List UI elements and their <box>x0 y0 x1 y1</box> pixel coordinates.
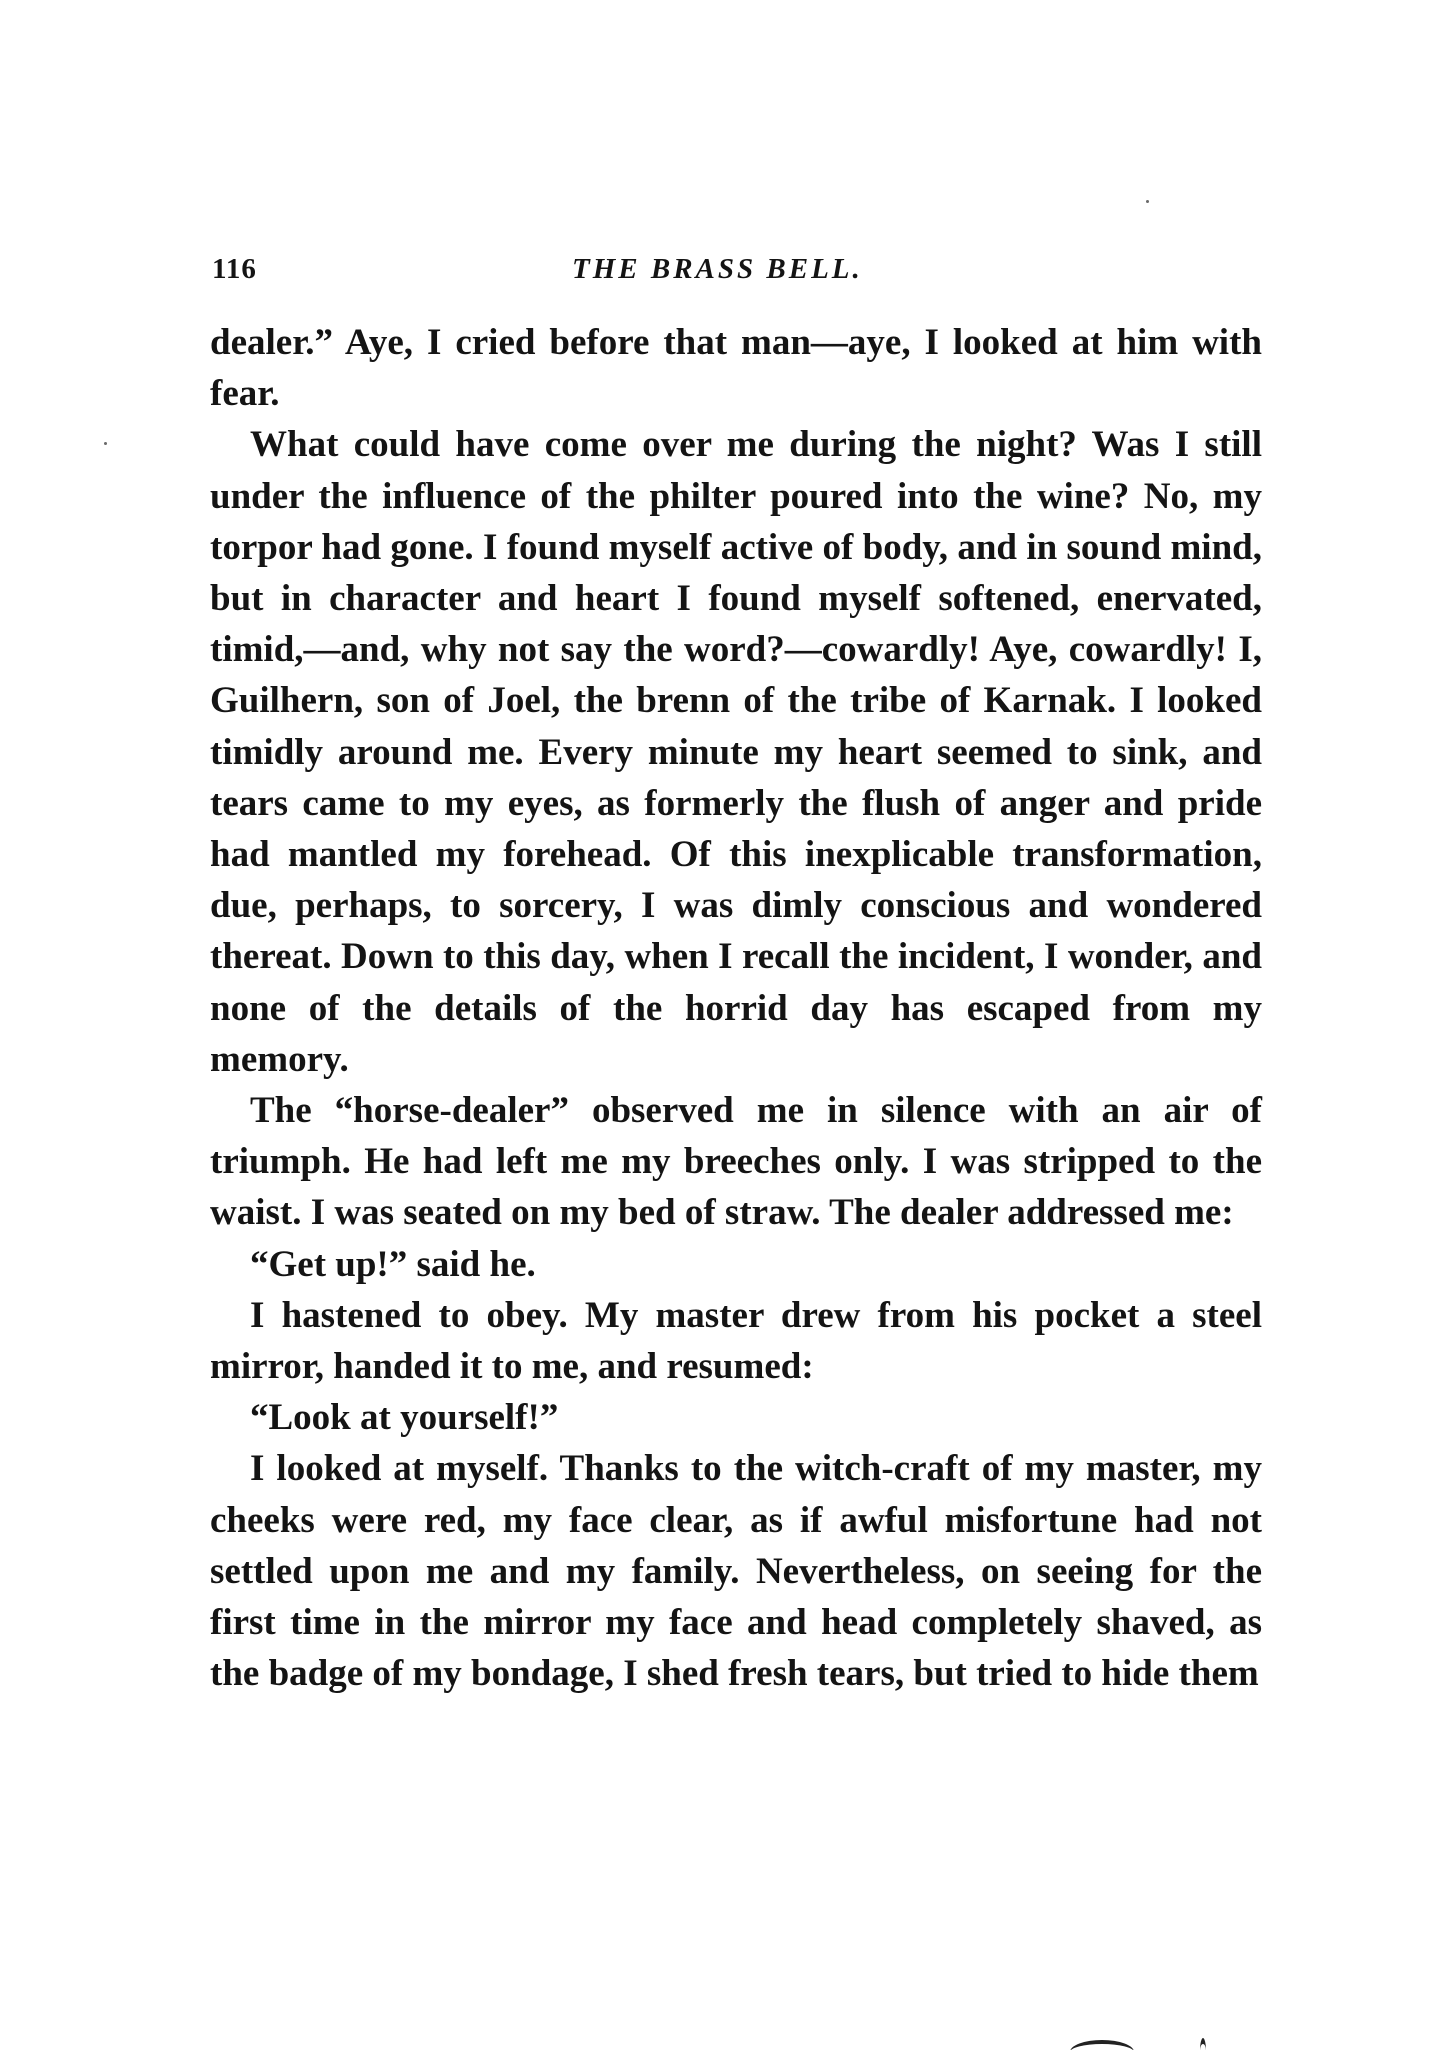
scan-speck <box>1146 200 1149 203</box>
paragraph: “Look at yourself!” <box>250 1397 559 1439</box>
paragraph: I looked at myself. Thanks to the witch-craft of my master, my cheeks were red, my face clear, as if awful misfortune had not settled upon me and my family. Nevertheless, on seeing for the first time in the mirror my face and head completely shaved, as the badge of my bondage, I shed fresh tears, but tried to hide them <box>210 1448 1262 1695</box>
paragraph: dealer.” Aye, I cried before that man—aye, I looked at him with fear. <box>210 322 1262 415</box>
paragraph: I hastened to obey. My master drew from his pocket a steel mirror, handed it to me, and resumed: <box>210 1294 1262 1388</box>
page-number: 116 <box>212 253 257 285</box>
scan-speck <box>104 442 107 445</box>
body-text <box>210 317 1262 1699</box>
running-head <box>212 253 1257 293</box>
cut-off-catchword-fragment <box>1060 2038 1240 2050</box>
paragraph: The “horse-dealer” observed me in silence with an air of triumph. He had left me my breeches only. I was stripped to the waist. I was seated on my bed of straw. The dealer addressed me: <box>210 1090 1262 1234</box>
paragraph: What could have come over me during the night? Was I still under the influence of the philter poured into the wine? No, my torpor had gone. I found myself active of body, and in sound mind, but in character and heart I found myself softened, enervated, timid,—and, why not say the word?—cowardly! Aye, cowardly! I, Guilhern, son of Joel, the brenn of the tribe of Karnak. I looked timidly around me. Every minute my heart seemed to sink, and tears came to my eyes, as formerly the flush of anger and pride had mantled my forehead. Of this inexplicable transformation, due, perhaps, to sorcery, I was dimly conscious and wondered thereat. Down to this day, when I recall the incident, I wonder, and none of the details of the horrid day has escaped from my memory. <box>210 424 1262 1080</box>
paragraph: “Get up!” said he. <box>250 1243 536 1285</box>
running-title: THE BRASS BELL. <box>572 253 863 285</box>
